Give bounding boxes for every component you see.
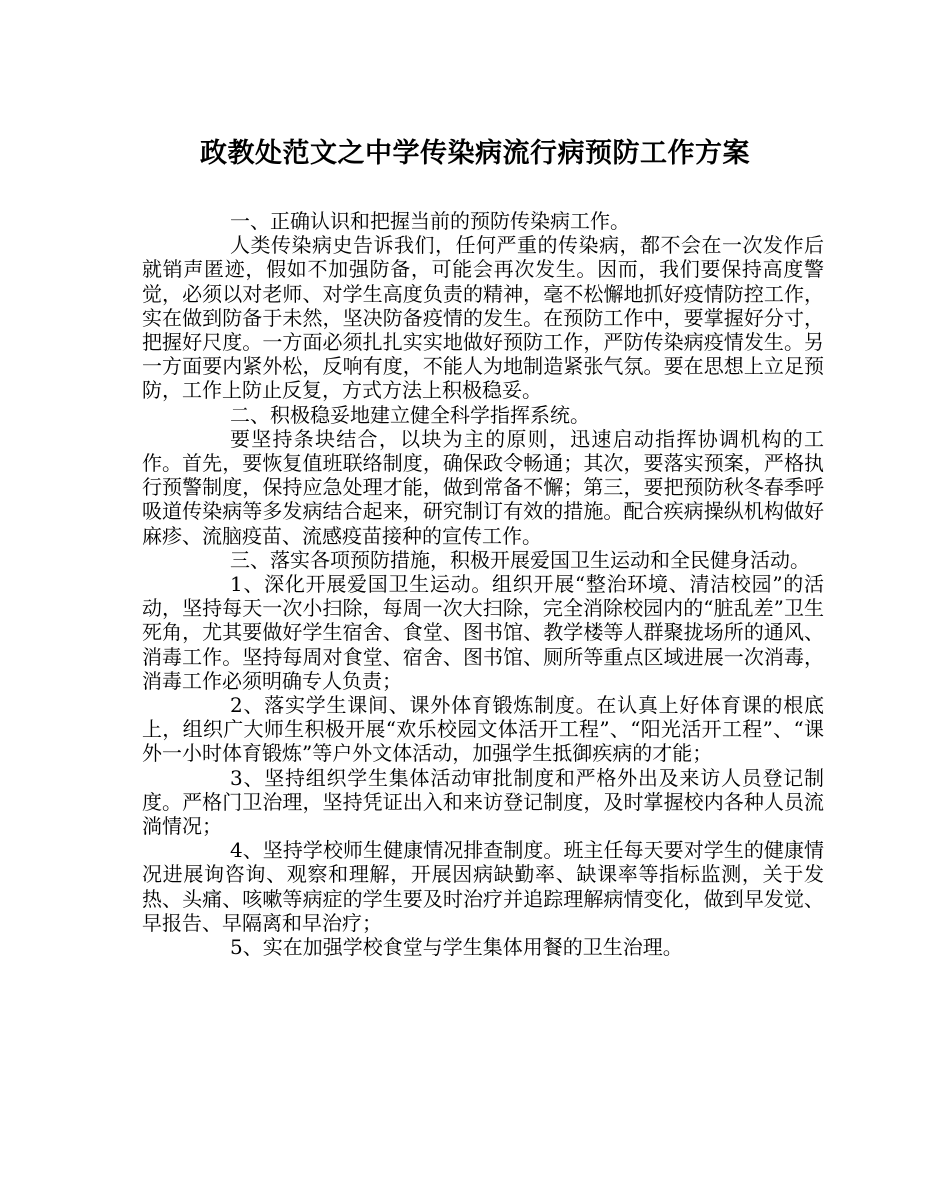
body-paragraph: 人类传染病史告诉我们，任何严重的传染病，都不会在一次发作后就销声匿迹，假如不加强防备，可能会再次发生。因而，我们要保持高度警觉，必须以对老师、对学生高度负责的精神，毫不松懈地抓好疫情防控工作，实在做到防备于未然，坚决防备疫情的发生。在预防工作中，要掌握好分寸，把握好尺度。一方面必须扎扎实实地做好预防工作，严防传染病疫情发生。另一方面要内紧外松，反响有度，不能人为地制造紧张气氛。要在思想上立足预防，工作上防止反复，方式方法上积极稳妥。 (142, 233, 824, 403)
document-title: 政教处范文之中学传染病流行病预防工作方案 (200, 138, 750, 169)
list-item: 5、实在加强学校食堂与学生集体用餐的卫生治理。 (230, 935, 683, 960)
list-item: 4、坚持学校师生健康情况排查制度。班主任每天要对学生的健康情况进展询咨询、观察和理解，开展因病缺勤率、缺课率等指标监测，关于发热、头痛、咳嗽等病症的学生要及时治疗并追踪理解病情变化，做到早发觉、早报告、早隔离和早治疗； (142, 838, 824, 935)
body-paragraph: 要坚持条块结合，以块为主的原则，迅速启动指挥协调机构的工作。首先，要恢复值班联络制度，确保政令畅通；其次，要落实预案，严格执行预警制度，保持应急处理才能，做到常备不懈；第三，要把预防秋冬春季呼吸道传染病等多发病结合起来，研究制订有效的措施。配合疾病操纵机构做好麻疹、流脑疫苗、流感疫苗接种的宣传工作。 (142, 426, 824, 548)
list-item: 1、深化开展爱国卫生运动。组织开展“整治环境、清洁校园”的活动，坚持每天一次小扫除，每周一次大扫除，完全消除校园内的“脏乱差”卫生死角，尤其要做好学生宿舍、食堂、图书馆、教学楼等人群聚拢场所的通风、消毒工作。坚持每周对食堂、宿舍、图书馆、厕所等重点区域进展一次消毒，消毒工作必须明确专人负责； (142, 572, 824, 693)
section-heading: 三、落实各项预防措施，积极开展爱国卫生运动和全民健身活动。 (230, 547, 810, 572)
list-item: 3、坚持组织学生集体活动审批制度和严格外出及来访人员登记制度。严格门卫治理，坚持凭证出入和来访登记制度，及时掌握校内各种人员流淌情况； (142, 765, 824, 839)
section-heading: 二、积极稳妥地建立健全科学指挥系统。 (230, 402, 590, 427)
list-item: 2、落实学生课间、课外体育锻炼制度。在认真上好体育课的根底上，组织广大师生积极开展“欢乐校园文体活开工程”、“阳光活开工程”、“课外一小时体育锻炼”等户外文体活动，加强学生抵御疾病的才能； (142, 693, 824, 766)
document-body (142, 209, 824, 959)
section-heading: 一、正确认识和把握当前的预防传染病工作。 (230, 209, 630, 233)
